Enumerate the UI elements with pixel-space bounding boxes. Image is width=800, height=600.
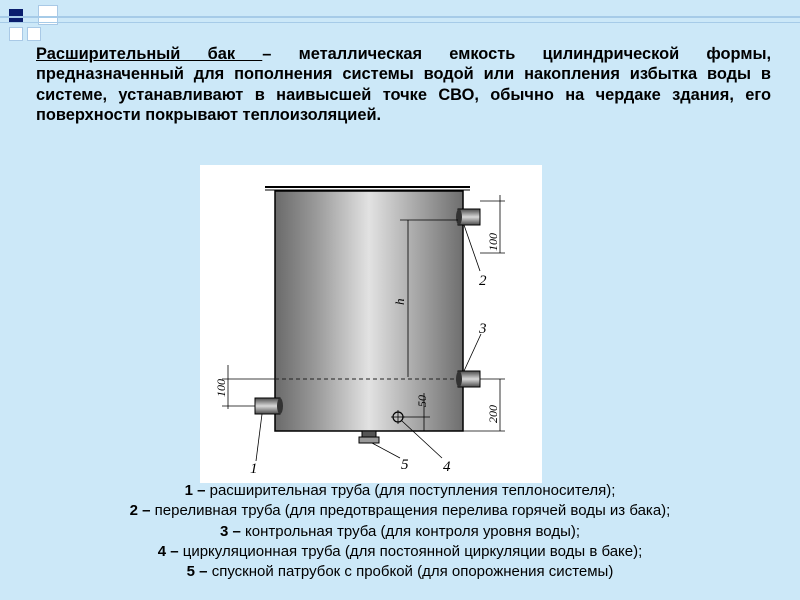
leader-1	[256, 414, 262, 461]
tank-drawing	[200, 165, 542, 483]
legend-num-3: 3 –	[219, 522, 241, 540]
expansion-pipe-end	[277, 398, 283, 414]
definition-paragraph	[36, 44, 771, 125]
label-3: 3	[479, 321, 487, 337]
legend-item-1	[0, 481, 800, 501]
label-4: 4	[443, 459, 451, 475]
legend	[0, 481, 800, 582]
dim-200-label: 200	[486, 405, 500, 423]
legend-num-5: 5 –	[186, 563, 208, 581]
control-pipe-end	[456, 371, 462, 387]
decor-square-4	[27, 27, 41, 41]
legend-item-2	[0, 501, 800, 521]
legend-text-1: расширительная труба (для поступления теплоносителя);	[205, 482, 616, 499]
legend-text-3: контрольная труба (для контроля уровня воды);	[240, 522, 581, 540]
leader-5	[372, 443, 400, 458]
leader-2	[464, 225, 480, 271]
drain-fitting	[362, 431, 376, 437]
dim-50-label: 50	[415, 395, 429, 407]
legend-text-5: спускной патрубок с пробкой (для опорожнения системы)	[207, 563, 614, 581]
legend-num-4: 4 –	[157, 542, 179, 560]
legend-num-1: 1 –	[184, 482, 206, 499]
definition-text: – металлическая емкость цилиндрической формы, предназначенный для пополнения системы водой или накопления избытка воды в системе, устанавливают в наивысшей точке СВО, обычно на чердаке здания, его поверхности покрывают теплоизоляцией.	[36, 45, 771, 124]
label-2: 2	[479, 273, 487, 289]
legend-item-5	[0, 562, 800, 582]
legend-num-2: 2 –	[129, 502, 151, 520]
label-5: 5	[401, 457, 409, 473]
dim-100-top-label: 100	[486, 233, 500, 251]
dim-h-label: h	[392, 298, 407, 305]
overflow-pipe-end	[456, 209, 462, 225]
decor-square-3	[9, 27, 23, 41]
label-1: 1	[250, 461, 258, 477]
drain-plug	[359, 437, 379, 443]
tank-body	[275, 191, 463, 431]
legend-item-3	[0, 522, 800, 542]
leader-3	[464, 334, 481, 371]
header-divider-top	[0, 16, 800, 18]
legend-text-4: циркуляционная труба (для постоянной циркуляции воды в баке);	[178, 542, 643, 560]
legend-item-4	[0, 542, 800, 562]
header-divider-bottom	[0, 22, 800, 23]
expansion-pipe	[255, 398, 280, 414]
expansion-tank-diagram	[200, 165, 542, 483]
definition-term: Расширительный бак	[36, 45, 263, 63]
dim-100-left-label: 100	[214, 379, 228, 397]
legend-text-2: переливная труба (для предотвращения перелива горячей воды из бака);	[150, 502, 671, 520]
